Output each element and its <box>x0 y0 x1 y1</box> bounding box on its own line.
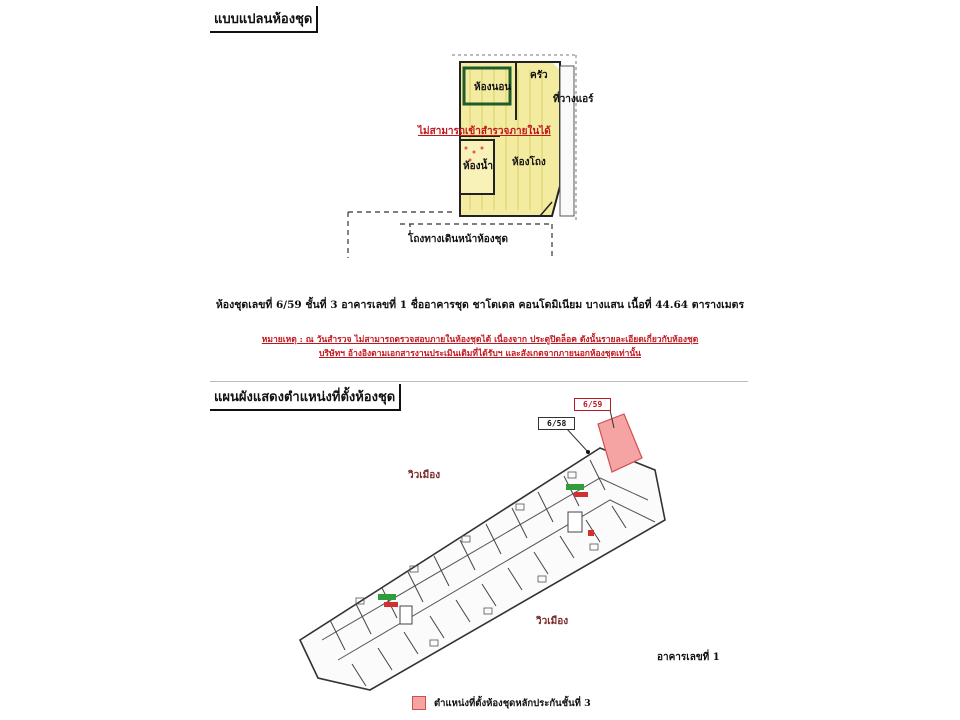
view-label-top: วิวเมือง <box>408 470 441 481</box>
neighbor-unit-tag: 6/58 <box>538 417 575 430</box>
room-label-living: ห้องโถง <box>512 157 546 168</box>
building-number: อาคารเลขที่ 1 <box>657 652 720 663</box>
location-map-title: แผนผังแสดงตำแหน่งที่ตั้งห้องชุด <box>210 384 401 411</box>
room-label-corridor: โถงทางเดินหน้าห้องชุด <box>408 234 508 245</box>
note-line-2: บริษัทฯ อ้างอิงตามเอกสารงานประเมินเดิมที่ได้รับฯ และสังเกตจากภายนอกห้องชุดเท่านั้น <box>319 349 641 359</box>
room-label-aircon: ที่วางแอร์ <box>553 94 594 105</box>
legend-swatch <box>412 696 426 710</box>
no-inspect-label: ไม่สามารถเข้าสำรวจภายในได้ <box>418 126 551 137</box>
floor-plan-title: แบบแปลนห้องชุด <box>210 6 318 33</box>
note-line-1: หมายเหตุ : ณ วันสำรวจ ไม่สามารถตรวจสอบภายในห้องชุดได้ เนื่องจาก ประตูปิดล็อค ดังนั้นรายละเอียดเกี่ยวกับห้องชุด <box>261 335 699 345</box>
room-label-bedroom: ห้องนอน <box>474 82 512 93</box>
unit-info: ห้องชุดเลขที่ 6/59 ชั้นที่ 3 อาคารเลขที่ 1 ชื่ออาคารชุด ชาโตเดล คอนโดมิเนียม บางแสน เนื้อที่ 44.64 ตารางเมตร <box>215 299 745 311</box>
legend-text: ตำแหน่งที่ตั้งห้องชุดหลักประกันชั้นที่ 3 <box>434 697 591 709</box>
view-label-bottom: วิวเมือง <box>536 616 569 627</box>
legend <box>412 696 591 710</box>
room-label-bathroom: ห้องน้ำ <box>463 161 493 172</box>
room-label-kitchen: ครัว <box>530 70 548 81</box>
subject-unit-tag: 6/59 <box>574 398 611 411</box>
